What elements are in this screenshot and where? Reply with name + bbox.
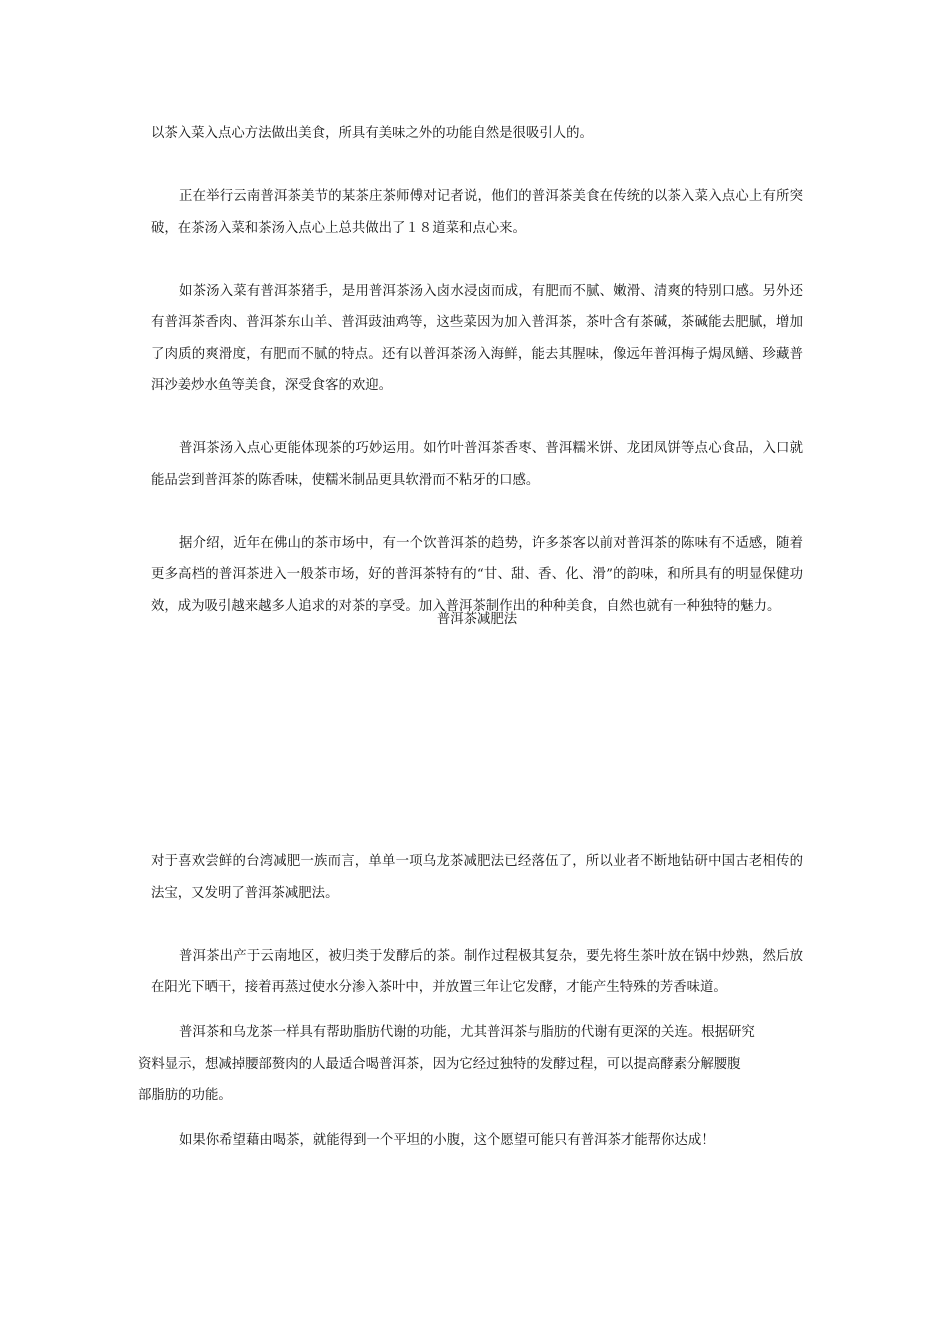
section-closing	[151, 1125, 803, 1157]
section-weight-loss-research	[138, 1017, 803, 1112]
paragraph: 普洱茶出产于云南地区，被归类于发酵后的茶。制作过程极其复杂，要先将生茶叶放在锅中炒熟，然后放在阳光下晒干，接着再蒸过使水分渗入茶叶中，并放置三年让它发酵，才能产生特殊的芳香味道。	[151, 948, 803, 995]
paragraph-line: 部脂肪的功能。	[138, 1088, 232, 1103]
paragraph: 普洱茶汤入点心更能体现茶的巧妙运用。如竹叶普洱茶香枣、普洱糯米饼、龙团凤饼等点心食品，入口就能品尝到普洱茶的陈香味，使糯米制品更具软滑而不粘牙的口感。	[151, 441, 803, 488]
paragraph-line: 资料显示，想减掉腰部赘肉的人最适合喝普洱茶，因为它经过独特的发酵过程，可以提高酵素分解腰腹	[138, 1056, 741, 1072]
paragraph: 对于喜欢尝鲜的台湾减肥一族而言，单单一项乌龙茶减肥法已经落伍了，所以业者不断地钻研中国古老相传的法宝，又发明了普洱茶减肥法。	[151, 854, 803, 901]
paragraph: 如茶汤入菜有普洱茶猪手，是用普洱茶汤入卤水浸卤而成，有肥而不腻、嫩滑、清爽的特别口感。另外还有普洱茶香肉、普洱茶东山羊、普洱豉油鸡等，这些菜因为加入普洱茶，茶叶含有茶碱，茶碱能去肥腻，增加了肉质的爽滑度，有肥而不腻的特点。还有以普洱茶汤入海鲜，能去其腥味，像远年普洱梅子焗凤鳝、珍藏普洱沙姜炒水鱼等美食，深受食客的欢迎。	[151, 283, 803, 393]
paragraph-line: 普洱茶和乌龙茶一样具有帮助脂肪代谢的功能，尤其普洱茶与脂肪的代谢有更深的关连。根据研究	[179, 1025, 755, 1040]
paragraph: 据介绍，近年在佛山的茶市场中，有一个饮普洱茶的趋势，许多茶客以前对普洱茶的陈味有不适感，随着更多高档的普洱茶进入一般茶市场，好的普洱茶特有的“甘、甜、香、化、滑”的韵味，和所具有的明显保健功效，成为吸引越来越多人追求的对茶的享受。加入普洱茶制作出的种种美食，自然也就有一种独特的魅力。	[151, 535, 803, 614]
section-food-recipes	[151, 118, 803, 622]
section-weight-loss	[151, 846, 803, 1004]
paragraph: 以茶入菜入点心方法做出美食，所具有美味之外的功能自然是很吸引人的。	[151, 126, 593, 141]
paragraph: 正在举行云南普洱茶美节的某茶庄茶师傅对记者说，他们的普洱茶美食在传统的以茶入菜入点心上有所突破，在茶汤入菜和茶汤入点心上总共做出了１８道菜和点心来。	[151, 189, 803, 236]
paragraph: 如果你希望藉由喝茶，就能得到一个平坦的小腹，这个愿望可能只有普洱茶才能帮你达成！	[179, 1133, 715, 1148]
section-heading: 普洱茶减肥法	[436, 612, 518, 627]
